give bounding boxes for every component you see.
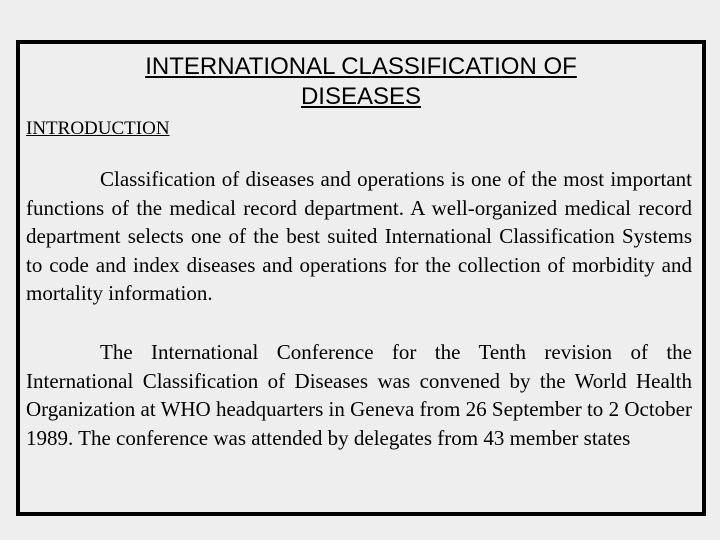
slide-title-line-1: INTERNATIONAL CLASSIFICATION OF [145,53,577,80]
slide-frame [16,40,706,516]
body-paragraph-1: Classification of diseases and operations is one of the most important functions of the medical record department. A well-organized medical record department selects one of the best suited International Classification Systems to code and index diseases and operations for the collection of morbidity and mortality information. [26,167,692,305]
section-heading: INTRODUCTION [26,118,170,139]
body-paragraph-2: The International Conference for the Tenth revision of the International Classification of Diseases was convened by the World Health Organization at WHO headquarters in Geneva from 26 September to 2 October 1989. The conference was attended by delegates from 43 member states [26,340,692,450]
slide-title [20,52,702,112]
slide-title-line-2: DISEASES [300,83,422,110]
